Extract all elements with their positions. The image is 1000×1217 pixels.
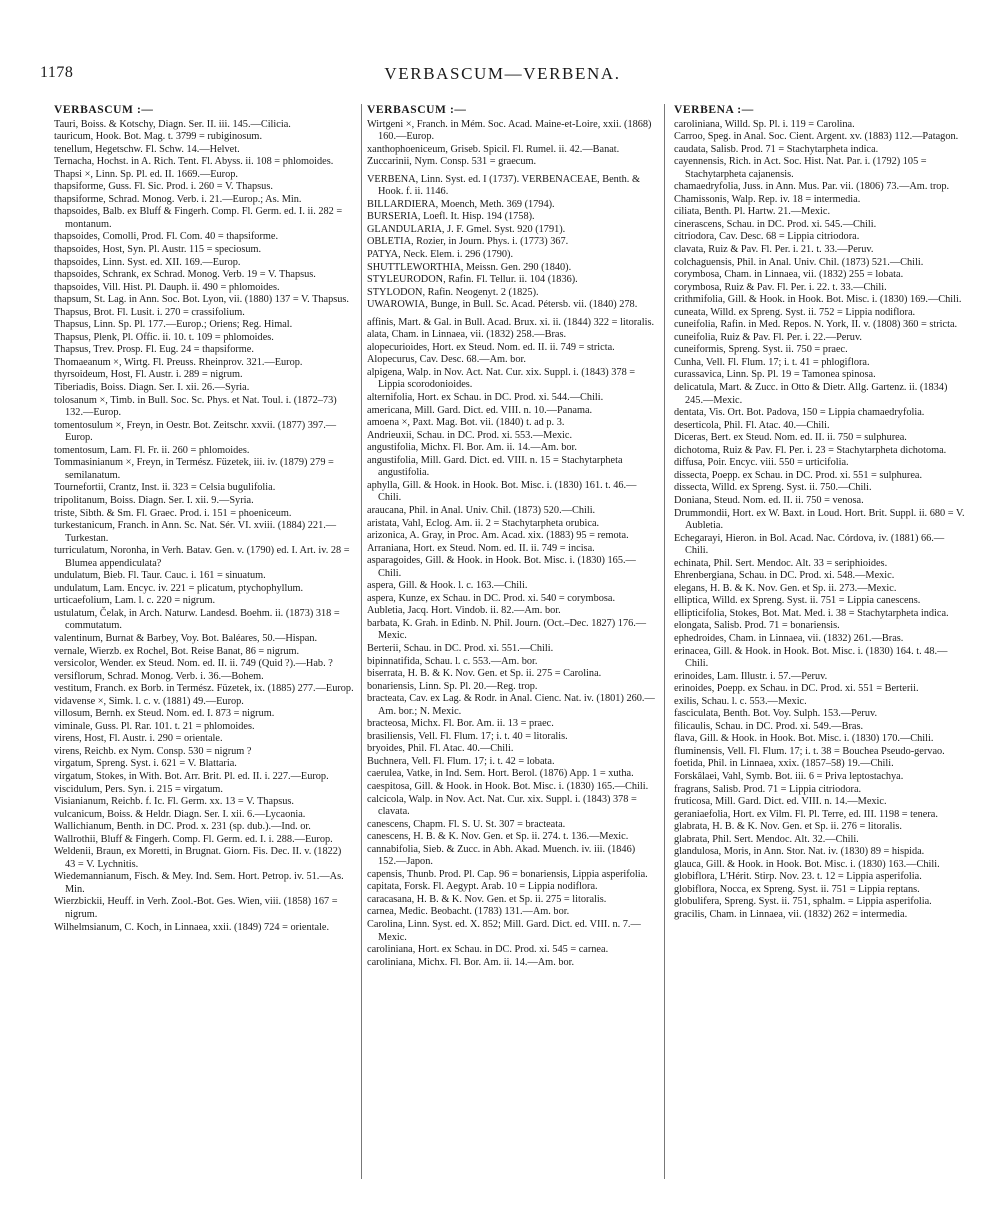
- list-item: tomentosum, Lam. Fl. Fr. ii. 260 = phlomoides.: [54, 444, 250, 456]
- list-item: alopecurioides, Hort. ex Steud. Nom. ed. II. ii. 749 = stricta.: [367, 341, 615, 353]
- list-item: Thapsus, Linn. Sp. Pl. 177.—Europ.; Oriens; Reg. Himal.: [54, 319, 293, 331]
- list-item: thapsoides, Host, Syn. Pl. Austr. 115 = speciosum.: [54, 244, 262, 256]
- entry-list: [674, 119, 966, 922]
- list-item: valentinum, Burnat & Barbey, Voy. Bot. Baléares, 50.—Hispan.: [54, 632, 318, 644]
- list-item: corymbosa, Ruiz & Pav. Fl. Per. i. 22. t. 33.—Chili.: [674, 281, 887, 293]
- section-heading: VERBASCUM :—: [367, 104, 467, 116]
- column-3: [674, 104, 966, 922]
- list-item: virgatum, Stokes, in With. Bot. Arr. Brit. Pl. ed. II. i. 227.—Europ.: [54, 770, 329, 782]
- list-item: vulcanicum, Boiss. & Heldr. Diagn. Ser. I. xii. 6.—Lycaonia.: [54, 808, 306, 820]
- list-item: gracilis, Cham. in Linnaea, vii. (1832) 262 = intermedia.: [674, 909, 908, 920]
- list-item: cinerascens, Schau. in DC. Prod. xi. 545.—Chili.: [674, 218, 877, 230]
- list-item: flava, Gill. & Hook. in Hook. Bot. Misc. i. (1830) 170.—Chili.: [674, 733, 934, 745]
- page-header: [40, 64, 965, 90]
- list-item: Carolina, Linn. Syst. ed. X. 852; Mill. Gard. Dict. ed. VIII. n. 7.—Mexic.: [367, 919, 641, 943]
- list-item: fragrans, Salisb. Prod. 71 = Lippia citriodora.: [674, 783, 862, 795]
- list-item: Wallichianum, Benth. in DC. Prod. x. 231 (sp. dub.).—Ind. or.: [54, 821, 311, 833]
- list-item: capensis, Thunb. Prod. Pl. Cap. 96 = bonariensis, Lippia asperifolia.: [367, 868, 648, 880]
- list-item: araucana, Phil. in Anal. Univ. Chil. (1873) 520.—Chili.: [367, 504, 596, 516]
- list-item: thapsoides, Vill. Hist. Pl. Dauph. ii. 490 = phlomoides.: [54, 281, 280, 293]
- list-item: echinata, Phil. Sert. Mendoc. Alt. 33 = seriphioides.: [674, 557, 888, 569]
- list-item: alata, Cham. in Linnaea, vii. (1832) 258.—Bras.: [367, 329, 567, 341]
- list-item: Berterii, Schau. in DC. Prod. xi. 551.—Chili.: [367, 642, 554, 654]
- list-item: ciliata, Benth. Pl. Hartw. 21.—Mexic.: [674, 206, 831, 218]
- list-item: cuneifolia, Ruiz & Pav. Fl. Per. i. 22.—Peruv.: [674, 331, 862, 343]
- list-item: glabrata, Phil. Sert. Mendoc. Alt. 32.—Chili.: [674, 833, 859, 845]
- list-item: caudata, Salisb. Prod. 71 = Stachytarpheta indica.: [674, 143, 879, 155]
- synonym-list: [367, 199, 655, 312]
- list-item: carnea, Medic. Beobacht. (1783) 131.—Am. bor.: [367, 906, 570, 918]
- list-item: alternifolia, Hort. ex Schau. in DC. Prod. xi. 544.—Chili.: [367, 392, 604, 404]
- list-item: Wirtgeni ×, Franch. in Mém. Soc. Acad. Maine-et-Loire, xxii. (1868) 160.—Europ.: [367, 118, 652, 143]
- list-item: elliptica, Willd. ex Spreng. Syst. ii. 751 = Lippia canescens.: [674, 595, 921, 607]
- list-item: caracasana, H. B. & K. Nov. Gen. et Sp. ii. 275 = litoralis.: [367, 893, 607, 905]
- list-item: caerulea, Vatke, in Ind. Sem. Hort. Berol. (1876) App. 1 = xutha.: [367, 768, 634, 780]
- list-item: deserticola, Phil. Fl. Atac. 40.—Chili.: [674, 419, 830, 431]
- list-item: americana, Mill. Gard. Dict. ed. VIII. n. 10.—Panama.: [367, 404, 593, 416]
- list-item: glabrata, H. B. & K. Nov. Gen. et Sp. ii. 276 = litoralis.: [674, 821, 902, 833]
- list-item: Wallrothii, Bluff & Fingerh. Comp. Fl. Germ. ed. I. i. 288.—Europ.: [54, 833, 333, 845]
- list-item: vidavense ×, Simk. l. c. v. (1881) 49.—Europ.: [54, 695, 244, 707]
- list-item: colchaguensis, Phil. in Anal. Univ. Chil. (1873) 521.—Chili.: [674, 256, 924, 268]
- list-item: biserrata, H. B. & K. Nov. Gen. et Sp. ii. 275 = Carolina.: [367, 668, 602, 680]
- list-item: xanthophoeniceum, Griseb. Spicil. Fl. Rumel. ii. 42.—Banat.: [367, 143, 620, 155]
- list-item: affinis, Mart. & Gal. in Bull. Acad. Brux. xi. ii. (1844) 322 = litoralis.: [367, 316, 655, 328]
- list-item: globiflora, Nocca, ex Spreng. Syst. ii. 751 = Lippia reptans.: [674, 883, 920, 895]
- list-item: elongata, Salisb. Prod. 71 = bonariensis.: [674, 620, 840, 632]
- list-item: fasciculata, Benth. Bot. Voy. Sulph. 153.—Peruv.: [674, 708, 878, 720]
- list-item: vernale, Wierzb. ex Rochel, Bot. Reise Banat, 86 = nigrum.: [54, 645, 300, 657]
- list-item: caespitosa, Gill. & Hook. in Hook. Bot. Misc. i. (1830) 165.—Chili.: [367, 780, 649, 792]
- list-item: curassavica, Linn. Sp. Pl. 19 = Tamonea spinosa.: [674, 369, 876, 381]
- list-item: Wilhelmsianum, C. Koch, in Linnaea, xxii. (1849) 724 = orientale.: [54, 921, 330, 933]
- list-item: angustifolia, Michx. Fl. Bor. Am. ii. 14.—Am. bor.: [367, 442, 577, 454]
- list-item: Visianianum, Reichb. f. Ic. Fl. Germ. xx. 13 = V. Thapsus.: [54, 796, 294, 808]
- list-item: ustulatum, Čelak, in Arch. Naturw. Landesd. Boehm. ii. (1873) 318 = commutatum.: [54, 607, 340, 632]
- list-item: fruticosa, Mill. Gard. Dict. ed. VIII. n. 14.—Mexic.: [674, 796, 887, 808]
- list-item: Wiedemannianum, Fisch. & Mey. Ind. Sem. Hort. Petrop. iv. 51.—As. Min.: [54, 871, 344, 895]
- list-item: vestitum, Franch. ex Borb. in Termész. Füzetek, ix. (1885) 277.—Europ.: [54, 683, 354, 695]
- list-item: Tauri, Boiss. & Kotschy, Diagn. Ser. II. iii. 145.—Cilicia.: [54, 118, 291, 130]
- list-item: Andrieuxii, Schau. in DC. Prod. xi. 553.—Mexic.: [367, 429, 573, 441]
- list-item: aristata, Vahl, Eclog. Am. ii. 2 = Stachytarpheta orubica.: [367, 517, 600, 529]
- list-item: UWAROWIA, Bunge, in Bull. Sc. Acad. Pétersb. vii. (1840) 278.: [367, 299, 638, 311]
- list-item: fluminensis, Vell. Fl. Flum. 17; i. t. 38 = Bouchea Pseudo-gervao.: [674, 745, 945, 757]
- list-item: aphylla, Gill. & Hook. in Hook. Bot. Misc. i. (1830) 161. t. 46.—Chili.: [367, 479, 637, 504]
- list-item: viminale, Guss. Pl. Rar. 101. t. 21 = phlomoides.: [54, 720, 255, 732]
- list-item: Cunha, Vell. Fl. Flum. 17; i. t. 41 = phlogiflora.: [674, 356, 870, 368]
- list-item: elegans, H. B. & K. Nov. Gen. et Sp. ii. 273.—Mexic.: [674, 582, 897, 594]
- list-item: dissecta, Willd. ex Spreng. Syst. ii. 750.—Chili.: [674, 482, 872, 494]
- column-rule: [664, 104, 665, 1179]
- list-item: turriculatum, Noronha, in Verh. Batav. Gen. v. (1790) ed. I. Art. iv. 28 = Blumea appendiculata?: [54, 545, 350, 569]
- list-item: bonariensis, Linn. Sp. Pl. 20.—Reg. trop.: [367, 680, 538, 692]
- list-item: caroliniana, Hort. ex Schau. in DC. Prod. xi. 545 = carnea.: [367, 944, 609, 956]
- entry-list: [367, 119, 655, 169]
- genus-heading: VERBENA, Linn. Syst. ed. I (1737). VERBENACEAE, Benth. & Hook. f. ii. 1146.: [367, 173, 640, 198]
- list-item: urticaefolium, Lam. l. c. 220 = nigrum.: [54, 595, 216, 607]
- list-item: Echegarayi, Hieron. in Bol. Acad. Nac. Córdova, iv. (1881) 66.—Chili.: [674, 532, 945, 557]
- list-item: versiflorum, Schrad. Monog. Verb. i. 36.—Bohem.: [54, 670, 264, 682]
- list-item: geraniaefolia, Hort. ex Vilm. Fl. Pl. Terre, ed. III. 1198 = tenera.: [674, 808, 938, 820]
- list-item: Carroo, Speg. in Anal. Soc. Cient. Argent. xv. (1883) 112.—Patagon.: [674, 131, 959, 143]
- list-item: Zuccarinii, Nym. Consp. 531 = graecum.: [367, 156, 537, 168]
- list-item: OBLETIA, Rozier, in Journ. Phys. i. (1773) 367.: [367, 236, 569, 248]
- list-item: Tommasinianum ×, Freyn, in Termész. Füzetek, iii. iv. (1879) 279 = semilanatum.: [54, 457, 334, 481]
- list-item: cannabifolia, Sieb. & Zucc. in Abh. Akad. Muench. iv. iii. (1846) 152.—Japon.: [367, 843, 636, 868]
- section-heading: VERBENA :—: [674, 104, 754, 116]
- list-item: angustifolia, Mill. Gard. Dict. ed. VIII. n. 15 = Stachytarpheta angustifolia.: [367, 454, 623, 479]
- list-item: undulatum, Bieb. Fl. Taur. Cauc. i. 161 = sinuatum.: [54, 570, 266, 582]
- list-item: delicatula, Mart. & Zucc. in Otto & Dietr. Allg. Gartenz. ii. (1834) 245.—Mexic.: [674, 382, 948, 406]
- list-item: Ternacha, Hochst. in A. Rich. Tent. Fl. Abyss. ii. 108 = phlomoides.: [54, 156, 334, 168]
- list-item: PATYA, Neck. Elem. i. 296 (1790).: [367, 249, 514, 261]
- list-item: caroliniana, Michx. Fl. Bor. Am. ii. 14.—Am. bor.: [367, 956, 575, 968]
- list-item: tenellum, Hegetschw. Fl. Schw. 14.—Helvet.: [54, 143, 240, 155]
- list-item: versicolor, Wender. ex Steud. Nom. ed. II. ii. 749 (Quid ?).—Hab. ?: [54, 658, 333, 670]
- list-item: cuneiformis, Spreng. Syst. ii. 750 = praec.: [674, 344, 848, 356]
- list-item: STYLEURODON, Rafin. Fl. Tellur. ii. 104 (1836).: [367, 274, 578, 286]
- list-item: Thapsus, Plenk, Pl. Offic. ii. 10. t. 109 = phlomoides.: [54, 331, 274, 343]
- list-item: virens, Reichb. ex Nym. Consp. 530 = nigrum ?: [54, 745, 252, 757]
- column-1: [54, 104, 354, 934]
- list-item: chamaedryfolia, Juss. in Ann. Mus. Par. vii. (1806) 73.—Am. trop.: [674, 181, 950, 193]
- list-item: Forskâlaei, Vahl, Symb. Bot. iii. 6 = Priva leptostachya.: [674, 770, 904, 782]
- list-item: capitata, Forsk. Fl. Aegypt. Arab. 10 = Lippia nodiflora.: [367, 881, 598, 893]
- list-item: erinacea, Gill. & Hook. in Hook. Bot. Misc. i. (1830) 164. t. 48.—Chili.: [674, 645, 948, 670]
- list-item: Buchnera, Vell. Fl. Flum. 17; i. t. 42 = lobata.: [367, 755, 555, 767]
- list-item: Weldenii, Braun, ex Moretti, in Brugnat. Giorn. Fis. Dec. II. v. (1822) 43 = V. Lychnitis.: [54, 846, 342, 870]
- list-item: Tiberiadis, Boiss. Diagn. Ser. I. xii. 26.—Syria.: [54, 382, 250, 394]
- list-item: thapsoides, Linn. Syst. ed. XII. 169.—Europ.: [54, 256, 241, 268]
- list-item: Doniana, Steud. Nom. ed. II. ii. 750 = venosa.: [674, 494, 864, 506]
- list-item: barbata, K. Grah. in Edinb. N. Phil. Journ. (Oct.–Dec. 1827) 176.—Mexic.: [367, 617, 647, 642]
- list-item: ephedroides, Cham. in Linnaea, vii. (1832) 261.—Bras.: [674, 632, 904, 644]
- list-item: alpigena, Walp. in Nov. Act. Nat. Cur. xix. Suppl. i. (1843) 378 = Lippia scorodonioides.: [367, 366, 636, 391]
- list-item: caroliniana, Willd. Sp. Pl. i. 119 = Carolina.: [674, 118, 855, 130]
- list-item: Chamissonis, Walp. Rep. iv. 18 = intermedia.: [674, 193, 861, 205]
- list-item: dichotoma, Ruiz & Pav. Fl. Per. i. 23 = Stachytarpheta dichotoma.: [674, 444, 947, 456]
- list-item: thapsum, St. Lag. in Ann. Soc. Bot. Lyon, vii. (1880) 137 = V. Thapsus.: [54, 294, 349, 306]
- list-item: virens, Host, Fl. Austr. i. 290 = orientale.: [54, 733, 223, 745]
- list-item: tolosanum ×, Timb. in Bull. Soc. Sc. Phys. et Nat. Toul. i. (1872–73) 132.—Europ.: [54, 394, 337, 419]
- list-item: thapsoides, Comolli, Prod. Fl. Com. 40 = thapsiforme.: [54, 231, 279, 243]
- list-item: tomentosulum ×, Freyn, in Oestr. Bot. Zeitschr. xxvii. (1877) 397.—Europ.: [54, 419, 337, 444]
- list-item: Drummondii, Hort. ex W. Baxt. in Loud. Hort. Brit. Suppl. ii. 680 = V. Aubletia.: [674, 507, 965, 532]
- list-item: arizonica, A. Gray, in Proc. Am. Acad. xix. (1883) 95 = remota.: [367, 530, 629, 542]
- list-item: Diceras, Bert. ex Steud. Nom. ed. II. ii. 750 = sulphurea.: [674, 432, 907, 444]
- list-item: Tournefortii, Crantz, Inst. ii. 323 = Celsia bugulifolia.: [54, 482, 276, 494]
- list-item: thapsiforme, Schrad. Monog. Verb. i. 21.—Europ.; As. Min.: [54, 193, 302, 205]
- list-item: calcicola, Walp. in Nov. Act. Nat. Cur. xix. Suppl. i. (1843) 378 = clavata.: [367, 793, 637, 818]
- list-item: Alopecurus, Cav. Desc. 68.—Am. bor.: [367, 354, 526, 366]
- list-item: diffusa, Poir. Encyc. viii. 550 = urticifolia.: [674, 457, 849, 469]
- list-item: tauricum, Hook. Bot. Mag. t. 3799 = rubiginosum.: [54, 131, 263, 143]
- section-heading: VERBASCUM :—: [54, 104, 154, 116]
- list-item: cuneifolia, Rafin. in Med. Repos. N. York, II. v. (1808) 360 = stricta.: [674, 319, 958, 331]
- list-item: villosum, Bernh. ex Steud. Nom. ed. I. 873 = nigrum.: [54, 708, 275, 720]
- list-item: Thapsus, Brot. Fl. Lusit. i. 270 = crassifolium.: [54, 306, 245, 318]
- list-item: undulatum, Lam. Encyc. iv. 221 = plicatum, ptychophyllum.: [54, 582, 304, 594]
- list-item: Ehrenbergiana, Schau. in DC. Prod. xi. 548.—Mexic.: [674, 570, 895, 582]
- list-item: triste, Sibth. & Sm. Fl. Graec. Prod. i. 151 = phoeniceum.: [54, 507, 292, 519]
- list-item: dentata, Vis. Ort. Bot. Padova, 150 = Lippia chamaedryfolia.: [674, 407, 925, 419]
- list-item: glandulosa, Moris, in Ann. Stor. Nat. iv. (1830) 89 = hispida.: [674, 846, 925, 858]
- list-item: GLANDULARIA, J. F. Gmel. Syst. 920 (1791).: [367, 223, 566, 235]
- list-item: thapsoides, Schrank, ex Schrad. Monog. Verb. 19 = V. Thapsus.: [54, 269, 316, 281]
- column-rule: [361, 104, 362, 1179]
- list-item: BURSERIA, Loefl. It. Hisp. 194 (1758).: [367, 211, 535, 223]
- list-item: bipinnatifida, Schau. l. c. 553.—Am. bor.: [367, 655, 538, 667]
- list-item: globulifera, Spreng. Syst. ii. 751, sphalm. = Lippia asperifolia.: [674, 896, 932, 908]
- list-item: erinoides, Poepp. ex Schau. in DC. Prod. xi. 551 = Berterii.: [674, 683, 919, 695]
- running-head: VERBASCUM—VERBENA.: [384, 64, 621, 83]
- entry-list: [54, 119, 354, 935]
- list-item: canescens, H. B. & K. Nov. Gen. et Sp. ii. 274. t. 136.—Mexic.: [367, 831, 629, 843]
- list-item: corymbosa, Cham. in Linnaea, vii. (1832) 255 = lobata.: [674, 269, 904, 281]
- list-item: tripolitanum, Boiss. Diagn. Ser. I. xii. 9.—Syria.: [54, 494, 254, 506]
- list-item: aspera, Gill. & Hook. l. c. 163.—Chili.: [367, 580, 528, 592]
- list-item: canescens, Chapm. Fl. S. U. St. 307 = bracteata.: [367, 818, 566, 830]
- list-item: bracteata, Cav. ex Lag. & Rodr. in Anal. Cienc. Nat. iv. (1801) 260.—Am. bor.; N. Mexic.: [367, 693, 655, 717]
- entry-list: [367, 317, 655, 969]
- list-item: thyrsoideum, Host, Fl. Austr. i. 289 = nigrum.: [54, 369, 243, 381]
- list-item: STYLODON, Rafin. Neogenyt. 2 (1825).: [367, 286, 539, 298]
- page-number: 1178: [40, 64, 74, 81]
- list-item: ellipticifolia, Stokes, Bot. Mat. Med. i. 38 = Stachytarpheta indica.: [674, 607, 949, 619]
- list-item: globiflora, L'Hérit. Stirp. Nov. 23. t. 12 = Lippia asperifolia.: [674, 871, 922, 883]
- list-item: erinoides, Lam. Illustr. i. 57.—Peruv.: [674, 670, 828, 682]
- list-item: clavata, Ruiz & Pav. Fl. Per. i. 21. t. 33.—Peruv.: [674, 244, 874, 256]
- list-item: BILLARDIERA, Moench, Meth. 369 (1794).: [367, 198, 555, 210]
- list-item: aspera, Kunze, ex Schau. in DC. Prod. xi. 540 = corymbosa.: [367, 592, 616, 604]
- list-item: SHUTTLEWORTHIA, Meissn. Gen. 290 (1840).: [367, 261, 572, 273]
- list-item: filicaulis, Schau. in DC. Prod. xi. 549.—Bras.: [674, 720, 864, 732]
- list-item: brasiliensis, Vell. Fl. Flum. 17; i. t. 40 = litoralis.: [367, 730, 568, 742]
- list-item: Arraniana, Hort. ex Steud. Nom. ed. II. ii. 749 = incisa.: [367, 542, 595, 554]
- list-item: virgatum, Spreng. Syst. i. 621 = V. Blattaria.: [54, 758, 237, 770]
- list-item: glauca, Gill. & Hook. in Hook. Bot. Misc. i. (1830) 163.—Chili.: [674, 858, 940, 870]
- list-item: thapsiforme, Guss. Fl. Sic. Prod. i. 260 = V. Thapsus.: [54, 181, 273, 193]
- list-item: thapsoides, Balb. ex Bluff & Fingerh. Comp. Fl. Germ. ed. I. ii. 282 = montanum.: [54, 206, 343, 230]
- list-item: Aubletia, Jacq. Hort. Vindob. ii. 82.—Am. bor.: [367, 605, 561, 617]
- list-item: turkestanicum, Franch. in Ann. Sc. Nat. Sér. VI. xviii. (1884) 221.—Turkestan.: [54, 520, 337, 544]
- list-item: Wierzbickii, Heuff. in Verh. Zool.-Bot. Ges. Wien, viii. (1858) 167 = nigrum.: [54, 896, 338, 920]
- list-item: exilis, Schau. l. c. 553.—Mexic.: [674, 695, 807, 707]
- list-item: amoena ×, Paxt. Mag. Bot. vii. (1840) t. ad p. 3.: [367, 417, 565, 429]
- list-item: Thapsi ×, Linn. Sp. Pl. ed. II. 1669.—Europ.: [54, 168, 238, 180]
- list-item: crithmifolia, Gill. & Hook. in Hook. Bot. Misc. i. (1830) 169.—Chili.: [674, 294, 962, 306]
- list-item: Thomaeanum ×, Wirtg. Fl. Preuss. Rheinprov. 321.—Europ.: [54, 356, 303, 368]
- list-item: Thapsus, Trev. Prosp. Fl. Eug. 24 = thapsiforme.: [54, 344, 254, 356]
- list-item: cayennensis, Rich. in Act. Soc. Hist. Nat. Par. i. (1792) 105 = Stachytarpheta cajanensis.: [674, 156, 927, 180]
- list-item: citriodora, Cav. Desc. 68 = Lippia citriodora.: [674, 231, 860, 243]
- list-item: bracteosa, Michx. Fl. Bor. Am. ii. 13 = praec.: [367, 718, 554, 730]
- column-2: [367, 104, 655, 969]
- list-item: dissecta, Poepp. ex Schau. in DC. Prod. xi. 551 = sulphurea.: [674, 469, 923, 481]
- list-item: asparagoides, Gill. & Hook. in Hook. Bot. Misc. i. (1830) 165.—Chili.: [367, 555, 636, 579]
- list-item: cuneata, Willd. ex Spreng. Syst. ii. 752 = Lippia nodiflora.: [674, 306, 916, 318]
- list-item: bryoides, Phil. Fl. Atac. 40.—Chili.: [367, 743, 514, 755]
- list-item: foetida, Phil. in Linnaea, xxix. (1857–58) 19.—Chili.: [674, 758, 894, 770]
- list-item: viscidulum, Pers. Syn. i. 215 = virgatum.: [54, 783, 223, 795]
